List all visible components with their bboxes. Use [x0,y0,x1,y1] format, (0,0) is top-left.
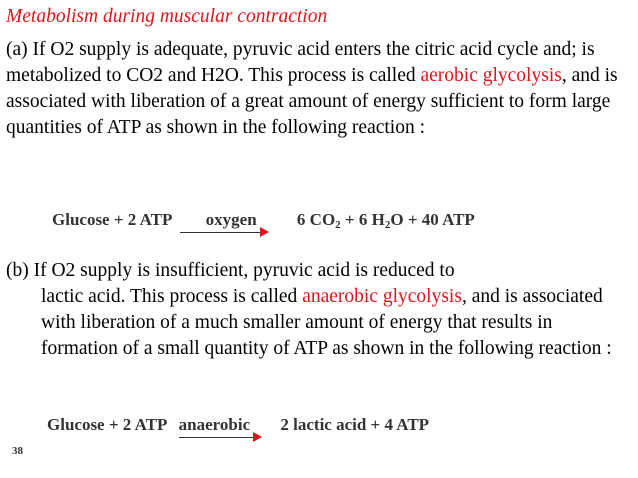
equation-1-condition: oxygen [205,210,257,229]
paragraph-a-text-end: , and is associated with liberation of a great amount of energy sufficient to form large quantities of ATP as shown in the following reaction : [6,65,618,138]
arrow-head-icon [253,432,262,442]
reaction-arrow-oxygen [206,210,257,230]
product-h2o-prefix: + 6 H [340,210,385,229]
subscript: 2 [335,219,341,231]
arrow-line [179,437,256,439]
paragraph-a-text-start: (a) If O2 supply is adequate, pyruvic acid enters the citric acid cycle and; is metabolized to CO2 and H2O. This process is called [6,39,595,86]
product-h2o-atp: O + 40 ATP [390,210,475,229]
equation-2-condition: anaerobic [178,415,251,434]
product-co2: 6 CO [296,210,336,229]
paragraph-b-text-start: lactic acid. This process is called [41,286,303,307]
highlight-anaerobic-glycolysis: anaerobic glycolysis [302,286,462,307]
arrow-head-icon [260,227,269,237]
subscript: 2 [384,219,391,231]
reaction-equation-anaerobic [47,415,429,435]
reaction-arrow-anaerobic [179,415,250,435]
paragraph-b-text-end: , and is associated with liberation of a much smaller amount of energy that results in formation of a small quantity of ATP as shown in the following reaction : [41,286,612,359]
reaction-equation-aerobic [52,210,475,231]
equation-1-products [297,210,475,229]
highlight-aerobic-glycolysis: aerobic glycolysis [420,65,562,86]
arrow-line [180,232,263,234]
page-number: 38 [12,445,23,457]
equation-2-products: 2 lactic acid + 4 ATP [280,415,430,434]
paragraph-anaerobic [6,258,632,362]
paragraph-b-body [6,284,632,362]
paragraph-aerobic [6,37,632,141]
slide-title: Metabolism during muscular contraction [6,6,328,27]
paragraph-b-line-1: (b) If O2 supply is insufficient, pyruvic acid is reduced to [6,260,455,281]
equation-1-reactants: Glucose + 2 ATP [52,210,172,229]
equation-2-reactants: Glucose + 2 ATP [47,415,167,434]
